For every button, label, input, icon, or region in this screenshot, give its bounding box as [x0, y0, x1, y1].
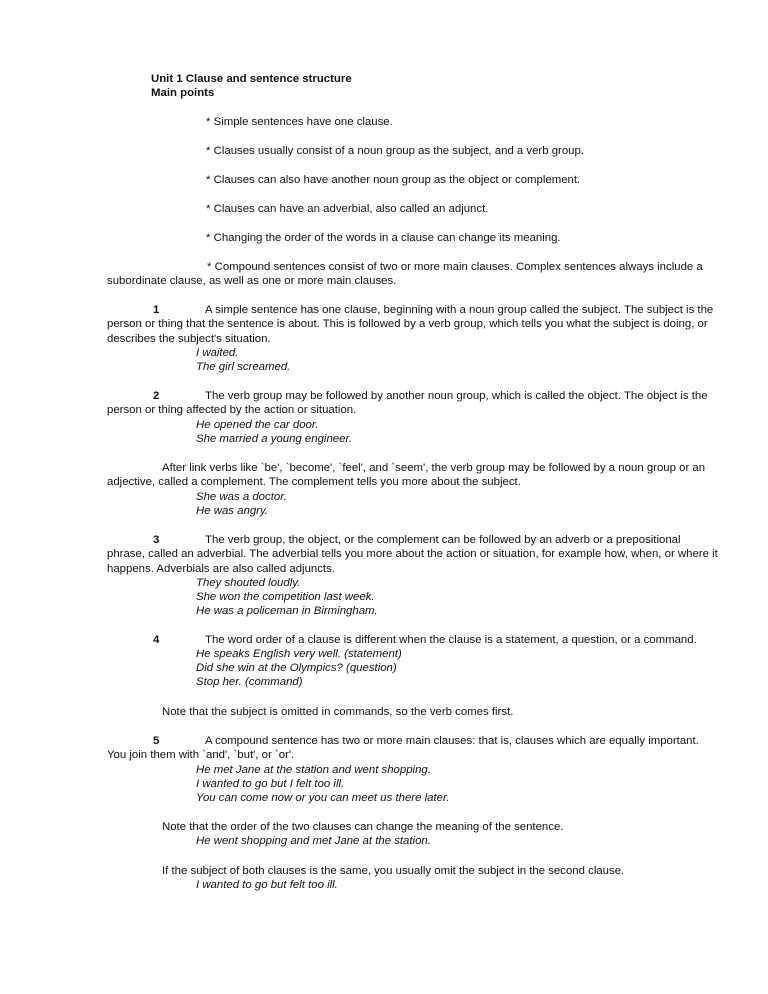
example-sentence: I wanted to go but felt too ill.: [196, 879, 338, 891]
section-text: The word order of a clause is different when the clause is a statement, a question, or a command.: [205, 634, 697, 646]
example-sentence: I wanted to go but I felt too ill.: [196, 778, 345, 790]
section-text: A compound sentence has two or more main clauses: that is, clauses which are equally important. You join them with `and', `but', or `or'.: [107, 735, 699, 762]
section-paragraph: [107, 389, 718, 418]
section-paragraph: [107, 734, 718, 763]
unit-title: Unit 1 Clause and sentence structure: [151, 73, 352, 85]
example-sentence: He speaks English very well. (statement): [196, 648, 402, 660]
section-text: The verb group, the object, or the complement can be followed by an adverb or a prepositional phrase, called an adverbial. The adverbial tells you more about the action or situation, for example how, when, or where it happens. Adverbials are also called adjuncts.: [107, 534, 718, 575]
example-sentence: I waited.: [196, 347, 239, 359]
example-sentence: They shouted loudly.: [196, 577, 301, 589]
section-number: 5: [153, 735, 160, 747]
example-sentence: You can come now or you can meet us there later.: [196, 792, 450, 804]
main-points-heading: Main points: [151, 87, 215, 99]
section-paragraph: [107, 303, 718, 346]
example-sentence: He went shopping and met Jane at the station.: [196, 835, 431, 847]
section-paragraph: [107, 633, 718, 647]
section-paragraph: [107, 533, 718, 576]
section-text: The verb group may be followed by another noun group, which is called the object. The object is the person or thing affected by the action or situation.: [107, 390, 708, 417]
section-number: 1: [153, 304, 160, 316]
main-point: * Compound sentences consist of two or more main clauses. Complex sentences always include a subordinate clause, as well as one or more main clauses.: [107, 261, 703, 288]
example-sentence: The girl screamed.: [196, 361, 291, 373]
section-number: 3: [153, 534, 160, 546]
main-point: * Changing the order of the words in a clause can change its meaning.: [206, 232, 561, 244]
section-number: 2: [153, 390, 160, 402]
section-paragraph: After link verbs like `be', `become', `feel', and `seem', the verb group may be followed by a noun group or an adjective, called a complement. The complement tells you more about the subject.: [107, 462, 706, 489]
example-sentence: Did she win at the Olympics? (question): [196, 662, 397, 674]
example-sentence: He was angry.: [196, 505, 268, 517]
main-point: * Clauses can also have another noun group as the object or complement.: [206, 174, 581, 186]
note-text: Note that the order of the two clauses can change the meaning of the sentence.: [162, 821, 564, 833]
example-sentence: She married a young engineer.: [196, 433, 352, 445]
main-point: * Clauses usually consist of a noun group as the subject, and a verb group.: [206, 145, 585, 157]
section-number: 4: [153, 634, 160, 646]
example-sentence: She was a doctor.: [196, 491, 287, 503]
main-point: * Simple sentences have one clause.: [206, 116, 393, 128]
note-text: If the subject of both clauses is the same, you usually omit the subject in the second clause.: [162, 865, 625, 877]
example-sentence: He was a policeman in Birmingham.: [196, 605, 378, 617]
section-text: A simple sentence has one clause, beginning with a noun group called the subject. The subject is the person or thing that the sentence is about. This is followed by a verb group, which tells you what the subject is doing, or describes the subject's situation.: [107, 304, 714, 345]
main-point: * Clauses can have an adverbial, also called an adjunct.: [206, 203, 489, 215]
example-sentence: He met Jane at the station and went shopping.: [196, 764, 431, 776]
example-sentence: He opened the car door.: [196, 419, 319, 431]
note-text: Note that the subject is omitted in commands, so the verb comes first.: [162, 706, 514, 718]
example-sentence: Stop her. (command): [196, 676, 303, 688]
example-sentence: She won the competition last week.: [196, 591, 375, 603]
